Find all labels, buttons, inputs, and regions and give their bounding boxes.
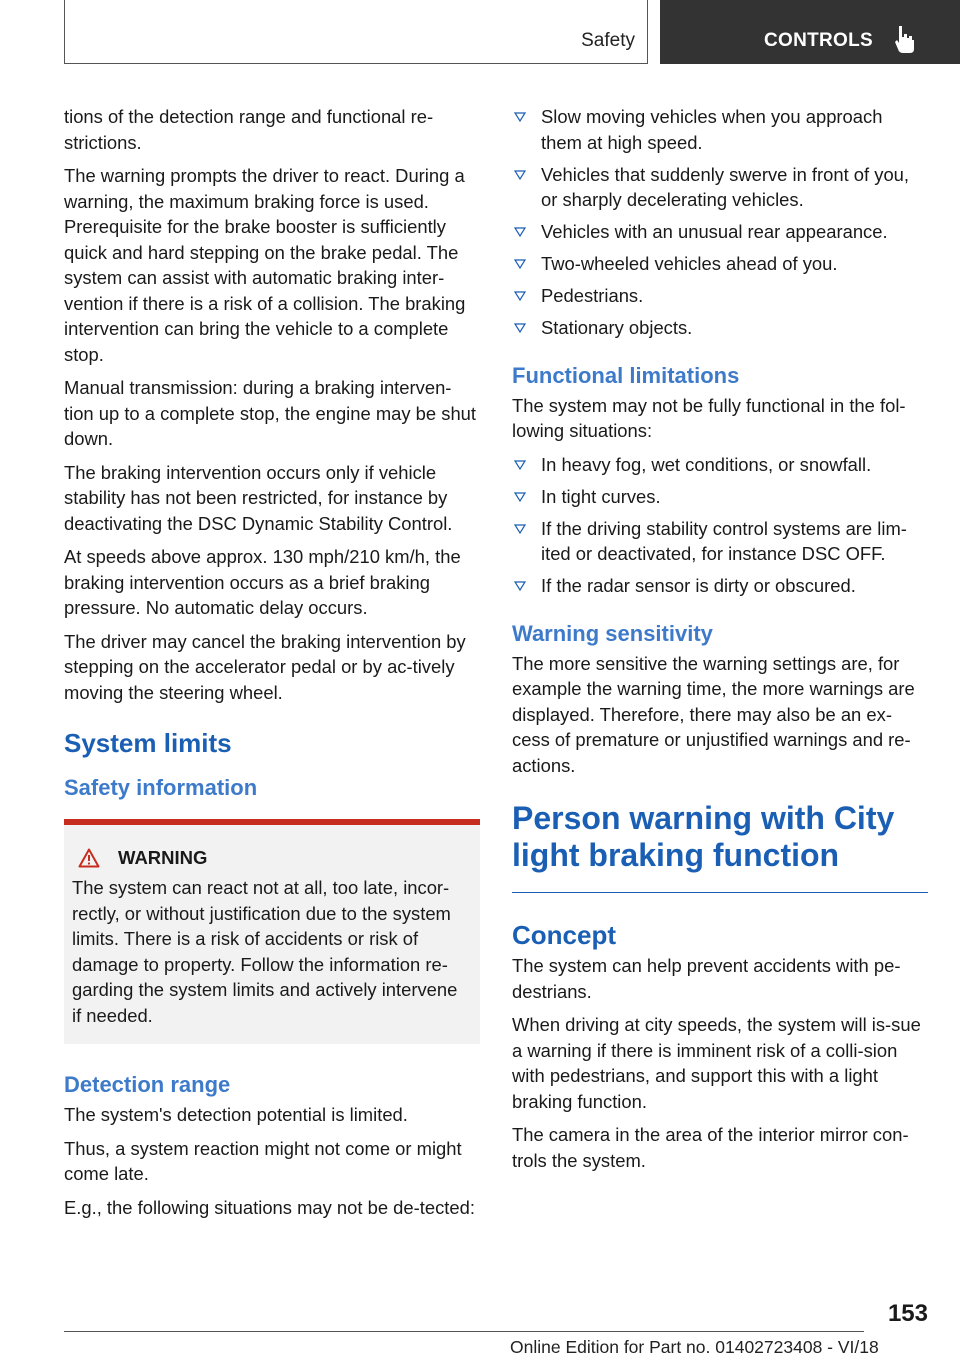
paragraph: The driver may cancel the braking intervention by stepping on the accelerator pedal or by ac-tively moving the steering wheel. xyxy=(64,630,466,703)
header-chapter-label: CONTROLS xyxy=(764,30,874,51)
header-section-title: Safety xyxy=(581,30,635,51)
list-item: Vehicles with an unusual rear appearance. xyxy=(512,219,928,245)
paragraph: The system's detection potential is limited. xyxy=(64,1104,408,1125)
paragraph: The system can help prevent accidents with pe-destrians. xyxy=(512,955,901,1002)
functional-limitations-list xyxy=(512,452,928,599)
list-item: Vehicles that suddenly swerve in front of you, or sharply decelerating vehicles. xyxy=(512,162,928,213)
list-item: Slow moving vehicles when you approach them at high speed. xyxy=(512,104,928,155)
warning-title: WARNING xyxy=(118,847,208,868)
footer-edition: Online Edition for Part no. 01402723408 - VI/18 xyxy=(510,1337,879,1357)
paragraph: At speeds above approx. 130 mph/210 km/h, the braking intervention occurs as a brief braking pressure. No automatic delay occurs. xyxy=(64,546,461,618)
paragraph: The braking intervention occurs only if vehicle stability has not been restricted, for instance by deactivating the DSC Dynamic Stability Control. xyxy=(64,461,453,534)
paragraph: When driving at city speeds, the system will is-sue a warning if there is imminent risk of a colli-sion with pedestrians, and support this with a light braking function. xyxy=(512,1014,921,1112)
header-chapter-tab xyxy=(660,0,960,64)
warning-box xyxy=(64,819,480,1044)
heading-concept: Concept xyxy=(512,920,616,950)
list-item: Two-wheeled vehicles ahead of you. xyxy=(512,251,928,277)
paragraph: E.g., the following situations may not be de-tected: xyxy=(64,1196,475,1218)
heading-detection-range: Detection range xyxy=(64,1072,231,1097)
bullet-triangle-icon xyxy=(514,492,526,502)
bullet-triangle-icon xyxy=(514,112,526,122)
right-column xyxy=(512,104,928,1181)
footer-divider xyxy=(64,1331,864,1332)
bullet-triangle-icon xyxy=(514,259,526,269)
list-item: In tight curves. xyxy=(512,484,928,510)
bullet-triangle-icon xyxy=(514,581,526,591)
warning-title-row xyxy=(72,847,470,869)
bullet-triangle-icon xyxy=(514,323,526,333)
paragraph: tions of the detection range and functional re-strictions. xyxy=(64,106,434,153)
paragraph: The camera in the area of the interior mirror con-trols the system. xyxy=(512,1124,909,1171)
paragraph: Thus, a system reaction might not come or might come late. xyxy=(64,1137,462,1184)
list-item: If the radar sensor is dirty or obscured. xyxy=(512,573,928,599)
bullet-triangle-icon xyxy=(514,524,526,534)
bullet-triangle-icon xyxy=(514,291,526,301)
left-column xyxy=(64,104,480,1228)
header-section-box xyxy=(64,0,648,64)
bullet-triangle-icon xyxy=(514,227,526,237)
heading-person-warning: Person warning with City light braking function xyxy=(512,800,928,893)
paragraph: The system may not be fully functional in the fol-lowing situations: xyxy=(512,394,906,441)
paragraph: The warning prompts the driver to react. During a warning, the maximum braking force is used. Prerequisite for the brake booster is sufficiently quick and hard stepping on the brake pedal. The system can assist with automatic braking inter-vention if there is a risk of a collision. The braking intervention can bring the vehicle to a complete stop. xyxy=(64,165,466,365)
warning-triangle-icon xyxy=(78,848,100,868)
bullet-triangle-icon xyxy=(514,170,526,180)
paragraph: Manual transmission: during a braking interven-tion up to a complete stop, the engine may be shut down. xyxy=(64,377,477,449)
list-item: Pedestrians. xyxy=(512,283,928,309)
heading-functional-limitations: Functional limitations xyxy=(512,362,740,388)
list-item: In heavy fog, wet conditions, or snowfall. xyxy=(512,452,928,478)
bullet-triangle-icon xyxy=(514,460,526,470)
list-item: Stationary objects. xyxy=(512,315,928,341)
heading-warning-sensitivity: Warning sensitivity xyxy=(512,620,713,646)
heading-system-limits: System limits xyxy=(64,728,232,758)
warning-text: The system can react not at all, too late, incor-rectly, or without justification due to the system limits. There is a risk of accidents or risk of damage to property. Follow the information re-garding the system limits and actively intervene if needed. xyxy=(72,877,458,1026)
heading-safety-information: Safety information xyxy=(64,775,258,800)
paragraph: The more sensitive the warning settings are, for example the warning time, the more warnings are displayed. Therefore, there may also be an ex-cess of premature or unjustified warnings and re-actions. xyxy=(512,652,915,776)
page-number: 153 xyxy=(887,1300,928,1327)
pointing-hand-icon xyxy=(893,24,917,54)
list-item: If the driving stability control systems are lim-ited or deactivated, for instance DSC OFF. xyxy=(512,516,928,567)
undetected-situations-list xyxy=(512,104,928,341)
